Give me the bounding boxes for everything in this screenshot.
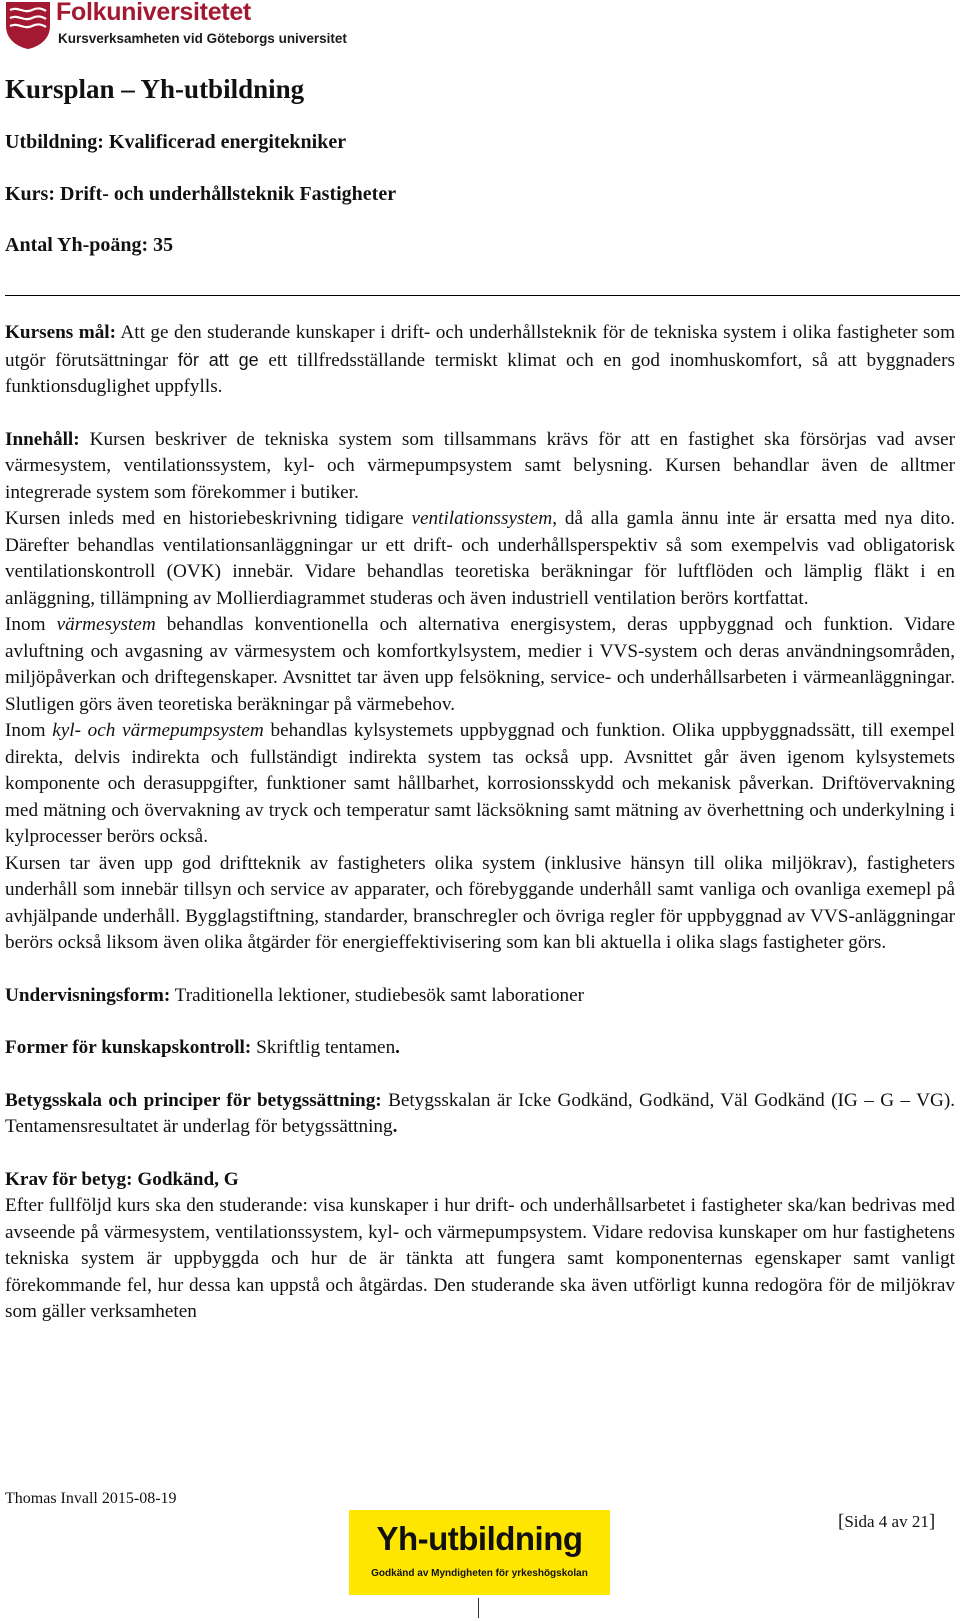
betygsskala-label: Betygsskala och principer för betygssättning: [5,1089,382,1111]
betygsskala-dot: . [392,1116,398,1137]
yh-utbildning-logo [349,1510,610,1595]
kylsystem-paragraph [5,718,955,851]
ventilation-term: ventilationssystem [411,508,553,529]
page-number-label: Sida 4 av 21 [844,1512,929,1531]
undervisningsform-paragraph [5,983,955,1010]
kursens-mal-text-end: ett tillfredsställande termiskt klimat och en god inomhuskomfort, så att byggnaders funktionsduglighet uppfylls. [5,349,955,397]
yh-logo-subtitle: Godkänd av Myndigheten för yrkeshögskolan [371,1568,588,1579]
kylsystem-text: behandlas kylsystemets uppbyggnad och funktion. Olika uppbyggnadssätt, till exempel direkta, delvis indirekta och fullständigt indirekta system tas också upp. Avsnittet går även igenom kylsystemets komponente och derasuppgifter, funktioner samt hållbarhet, korrosionsskydd och mekanisk påverkan. Driftövervakning med mätning och övervakning av tryck och temperatur samt läcksökning samt mätning av överhettning och underkylning i kylprocesser berörs också. [5,720,955,847]
kylsystem-text-start: Inom [5,720,53,741]
undervisningsform-text: Traditionella lektioner, studiebesök samt laborationer [170,984,585,1006]
varmesystem-text-start: Inom [5,614,57,635]
krav-heading [5,1167,955,1194]
ventilation-text-start: Kursen inleds med en historiebeskrivning tidigare [5,508,412,529]
kunskapskontroll-paragraph [5,1035,955,1062]
document-title: Kursplan – Yh-utbildning [5,74,305,104]
driftteknik-paragraph: Kursen tar även upp god driftteknik av fastigheters olika system (inklusive hänsyn till olika miljökrav), fastigheters underhåll som innebär tillsyn och service av apparater, och förebyggande underhåll samt vanliga och ovanliga exemepl på avhjälpande underhåll. Bygglagstiftning, standarder, branschregler och övriga regler för uppbyggnad av VVS-anläggningar berörs också liksom även olika åtgärder för energieffektivisering som kan bli aktuella i olika slags fastigheter görs. [5,852,955,953]
yh-logo-title: Yh-utbildning [376,1520,583,1557]
betygsskala-text: Betygsskalan är Icke Godkänd, Godkänd, Väl Godkänd (IG – G – VG). Tentamensresultatet är underlag för betygssättning [5,1089,956,1137]
kursens-mal-text-sans: för att ge [177,349,259,370]
kursens-mal-paragraph [5,320,955,401]
kursens-mal-label: Kursens mål: [5,322,117,343]
folkuniversitetet-logo-icon [4,0,52,50]
kylsystem-term: kyl- och värmepumpsystem [52,720,264,741]
kunskapskontroll-label: Former för kunskapskontroll: [5,1037,252,1058]
krav-label: Krav för betyg: Godkänd, G [5,1168,239,1190]
divider [5,295,960,296]
kursens-mal-text: Att ge den studerande kunskaper i drift- och underhållsteknik för de tekniska system i olika fastigheter som utgör förutsättningar [5,322,955,371]
kunskapskontroll-dot: . [395,1037,400,1058]
undervisningsform-label: Undervisningsform: [5,984,171,1006]
ventilation-text: , då alla gamla ännu inte är ersatta med nya dito. Därefter behandlas ventilationsanläggningar ur ett drift- och underhållsperspektiv så som exempelvis vad obligatorisk ventilationskontroll (OVK) innebär. Vidare behandlas teoretiska beräkningar för luftflöden och lämplig fläkt i en anläggning, tillämpning av Mollierdiagrammet studeras och även industriell ventilation berörs kortfattat. [5,508,955,609]
innehall-label: Innehåll: [5,428,80,450]
brand-name: Folkuniversitetet [56,0,251,26]
yh-poang-line: Antal Yh-poäng: 35 [5,234,174,256]
text-cursor [478,1598,479,1618]
varmesystem-paragraph [5,612,955,718]
ventilation-paragraph [5,506,955,612]
course-body [5,320,955,1326]
utbildning-line: Utbildning: Kvalificerad energitekniker [5,131,347,153]
header [4,0,384,56]
krav-paragraph: Efter fullföljd kurs ska den studerande: visa kunskaper i hur drift- och underhållsarbetet i fastigheter ska/kan bedrivas med avseende på värmesystem, ventilationssystem, kyl- och värmepumpsystem. Vidare redovisa kunskaper om hur fastighetens tekniska system är uppbyggda och hur de är tänkta att fungera samt komponenternas egenskaper samt vanligt förekommande fel, hur dessa kan uppstå och åtgärdas. Den studerande ska även utförligt kunna redogöra för de miljökrav som gäller verksamheten [5,1195,955,1322]
brand-subtitle: Kursverksamheten vid Göteborgs universitet [58,31,347,46]
page-bracket-open: [ [838,1511,845,1532]
page-bracket-close: ] [928,1511,936,1532]
footer-author-date: Thomas Invall 2015-08-19 [5,1490,177,1507]
page-number [838,1511,935,1533]
varmesystem-term: värmesystem [56,614,156,635]
varmesystem-text: behandlas konventionella och alternativa energisystem, deras uppbyggnad och funktion. Vidare avluftning och avgasning av värmesystem och komfortkylsystem, medier i VVS-system och deras användningsområden, miljöpåverkan och driftegenskaper. Avsnittet tar även upp felsökning, service- och underhållsarbeten i värmeanläggningar. Slutligen görs även teoretiska beräkningar på värmebehov. [5,614,955,715]
kurs-line: Kurs: Drift- och underhållsteknik Fastigheter [5,183,397,205]
betygsskala-paragraph [5,1088,955,1141]
innehall-paragraph [5,427,955,507]
kunskapskontroll-text: Skriftlig tentamen [251,1037,396,1058]
innehall-text: Kursen beskriver de tekniska system som tillsammans krävs för att en fastighet ska försörjas vad avser värmesystem, ventilationssystem, kyl- och värmepumpsystem samt belysning. Kursen behandlar även de alltmer integrerade system som förekommer i butiker. [5,428,955,503]
